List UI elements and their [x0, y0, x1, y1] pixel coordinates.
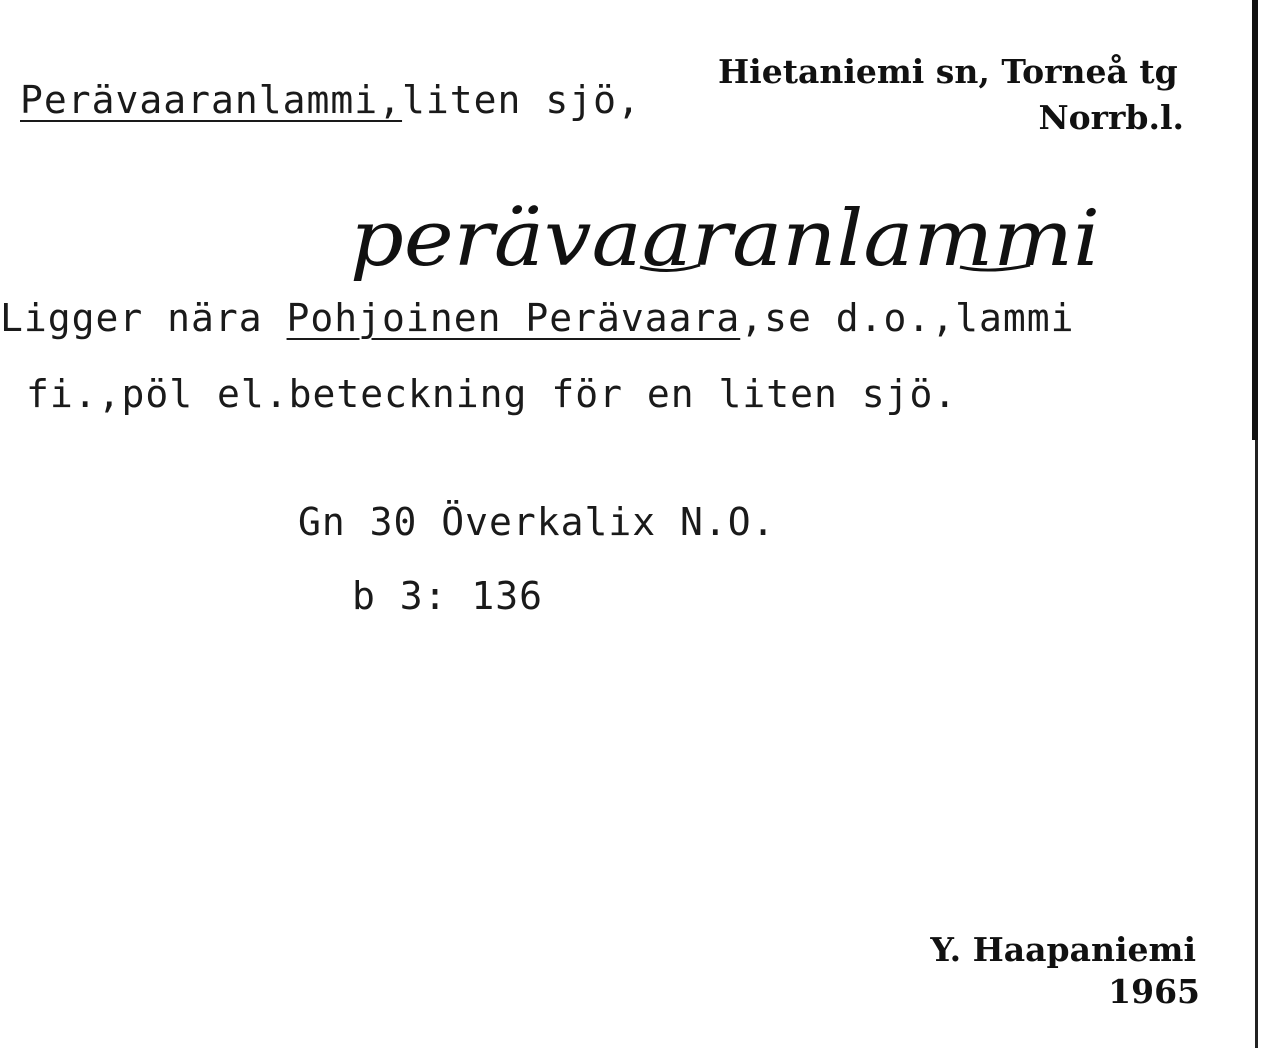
source-map-reference: Gn 30 Överkalix N.O. — [298, 500, 776, 544]
region-county: Norrb.l. — [1038, 98, 1184, 137]
description-line2: fi.,pöl el.beteckning för en liten sjö. — [26, 372, 958, 416]
description-prefix: Ligger nära — [0, 296, 287, 340]
headword-line — [20, 78, 641, 122]
card-edge-line-lower — [1255, 440, 1258, 1048]
description-suffix: ,se d.o.,lammi — [740, 296, 1075, 340]
headword-name: Perävaaranlammi, — [20, 78, 403, 122]
author-name: Y. Haapaniemi — [930, 930, 1196, 969]
description-place: Pohjoinen Perävaara — [286, 296, 741, 340]
source-page-reference: b 3: 136 — [352, 574, 544, 618]
card-edge-line — [1252, 0, 1258, 440]
handwritten-text: perävaaranlammi — [350, 194, 1100, 284]
headword-rest: liten sjö, — [402, 78, 641, 122]
region-parish: Hietaniemi sn, Torneå tg — [718, 52, 1178, 91]
author-year: 1965 — [1108, 972, 1200, 1011]
handwritten-name — [340, 175, 1120, 305]
description-line1 — [0, 296, 1075, 340]
